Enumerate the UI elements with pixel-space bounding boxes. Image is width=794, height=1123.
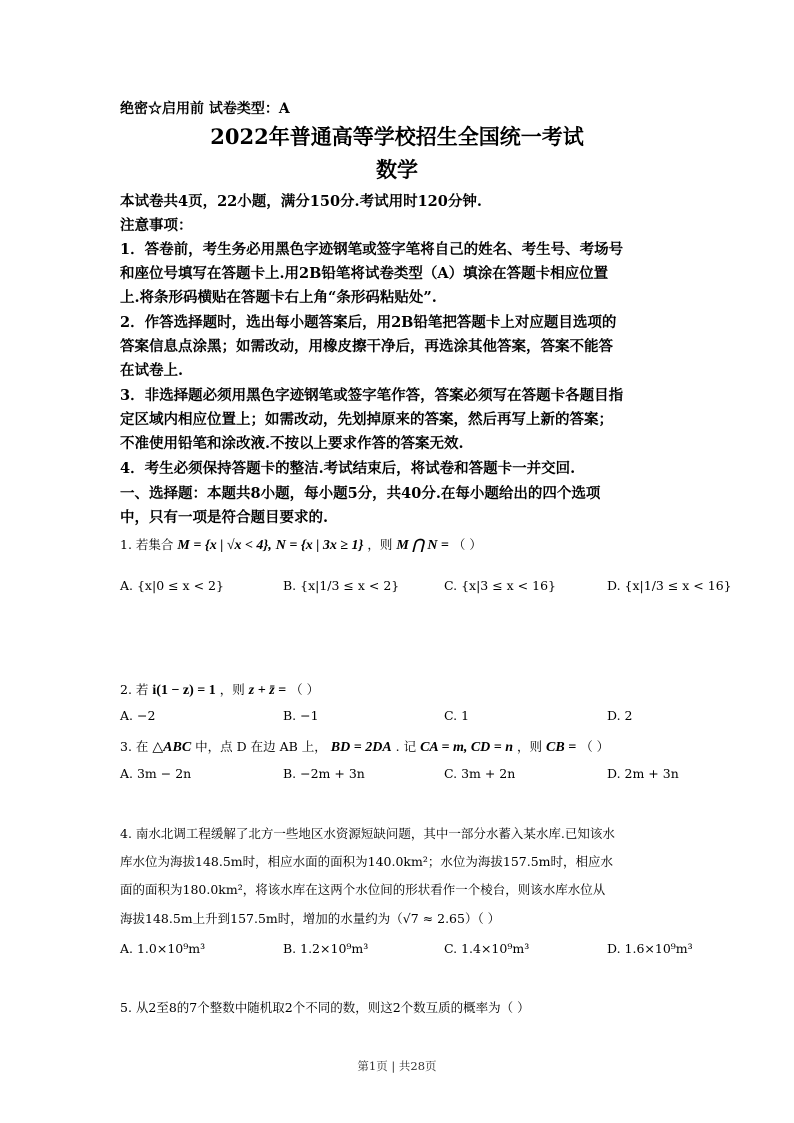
vector-cb: CB = [546,740,577,755]
note-line: 答案信息点涂黑；如需改动，用橡皮擦干净后，再选涂其他答案，答案不能答 [120,338,613,355]
note-line: 上.将条形码横贴在答题卡右上角“条形码粘贴处”. [120,289,437,306]
confidential-header: 绝密☆启用前 试卷类型：A [120,101,290,117]
q3-option-c: C. 3m + 2n [444,766,516,781]
question-1-connector: ，则 [367,537,393,552]
question-1-stem [120,535,680,554]
question-4-line: 面的面积为180.0km²，将该水库在这两个水位间的形状看作一个棱台，则该水库水位从 [120,882,606,897]
note-line: 不准使用铅笔和涂改液.不按以上要求作答的答案无效. [120,435,464,452]
set-m: M = {x | √x < 4}, [177,538,272,553]
note-line: 2．作答选择题时，选出每小题答案后，用2B铅笔把答题卡上对应题目选项的 [120,314,617,331]
note-line: 定区域内相应位置上；如需改动，先划掉原来的答案，然后再写上新的答案； [120,411,613,428]
exam-info-line: 本试卷共4页，22小题，满分150分.考试用时120分钟. [120,193,482,210]
q3-option-d: D. 2m + 3n [607,766,679,781]
note-line: 4．考生必须保持答题卡的整洁.考试结束后，将试卷和答题卡一并交回. [120,460,576,477]
question-3-text: . 记 [395,739,417,754]
note-line: 1．答卷前，考生务必用黑色字迹钢笔或签字笔将自己的姓名、考生号、考场号 [120,241,624,258]
q4-option-b: B. 1.2×10⁹m³ [283,941,369,956]
q2-option-c: C. 1 [444,708,470,723]
question-5-stem: 5. 从2至8的7个整数中随机取2个不同的数，则这2个数互质的概率为（ ） [120,1000,530,1015]
question-4-line: 库水位为海拔148.5m时，相应水面的面积为140.0km²；水位为海拔157.5m时，相应水 [120,854,614,869]
question-4-line: 4. 南水北调工程缓解了北方一些地区水资源短缺问题，其中一部分水蓄入某水库.已知该水 [120,826,615,841]
answer-blank: （ ） [290,682,320,697]
q1-option-c: C. {x|3 ≤ x < 16} [444,578,556,593]
section-heading: 中，只有一项是符合题目要求的. [120,509,329,526]
note-line: 和座位号填写在答题卡上.用2B铅笔将试卷类型（A）填涂在答题卡相应位置 [120,265,609,282]
section-heading: 一、选择题：本题共8小题，每小题5分，共40分.在每小题给出的四个选项 [120,485,601,502]
q2-option-b: B. −1 [283,708,319,723]
answer-blank: （ ） [580,739,610,754]
q2-option-a: A. −2 [120,708,156,723]
question-3-stem [120,737,680,756]
note-line: 3．非选择题必须用黑色字迹钢笔或签字笔作答，答案必须写在答题卡各题目指 [120,387,624,404]
q3-option-a: A. 3m − 2n [120,766,192,781]
triangle-abc: △ABC [152,740,192,755]
segment-equation: BD = 2DA [330,740,392,755]
complex-equation: i(1 − z) = 1 [152,683,216,698]
q1-option-a: A. {x|0 ≤ x < 2} [120,578,224,593]
question-3-text: ，则 [517,739,543,754]
set-n: N = {x | 3x ≥ 1} [275,538,364,553]
intersection-expr: M ⋂ N = [396,538,449,553]
q4-option-d: D. 1.6×10⁹m³ [607,941,693,956]
exam-title: 2022年普通高等学校招生全国统一考试 [210,124,584,149]
q4-option-c: C. 1.4×10⁹m³ [444,941,530,956]
question-1-prefix: 1. 若集合 [120,537,174,552]
question-2-prefix: 2. 若 [120,682,149,697]
q3-option-b: B. −2m + 3n [283,766,365,781]
conjugate-sum: z + z̄ = [248,683,287,698]
q2-option-d: D. 2 [607,708,633,723]
notes-title: 注意事项： [120,217,193,234]
subject-title: 数学 [376,157,418,182]
q4-option-a: A. 1.0×10⁹m³ [120,941,206,956]
question-2-stem [120,680,680,699]
vector-definitions: CA = m, CD = n [420,740,514,755]
q1-option-b: B. {x|1/3 ≤ x < 2} [283,578,400,593]
question-2-connector: ，则 [219,682,245,697]
question-4-line: 海拔148.5m上升到157.5m时，增加的水量约为（√7 ≈ 2.65）（ ） [120,911,501,926]
note-line: 在试卷上. [120,362,184,379]
question-3-text: 中，点 D 在边 AB 上， [195,739,327,754]
answer-blank: （ ） [452,537,482,552]
q1-option-d: D. {x|1/3 ≤ x < 16} [607,578,732,593]
question-3-prefix: 3. 在 [120,739,149,754]
page-footer: 第1页 | 共28页 [357,1059,437,1073]
